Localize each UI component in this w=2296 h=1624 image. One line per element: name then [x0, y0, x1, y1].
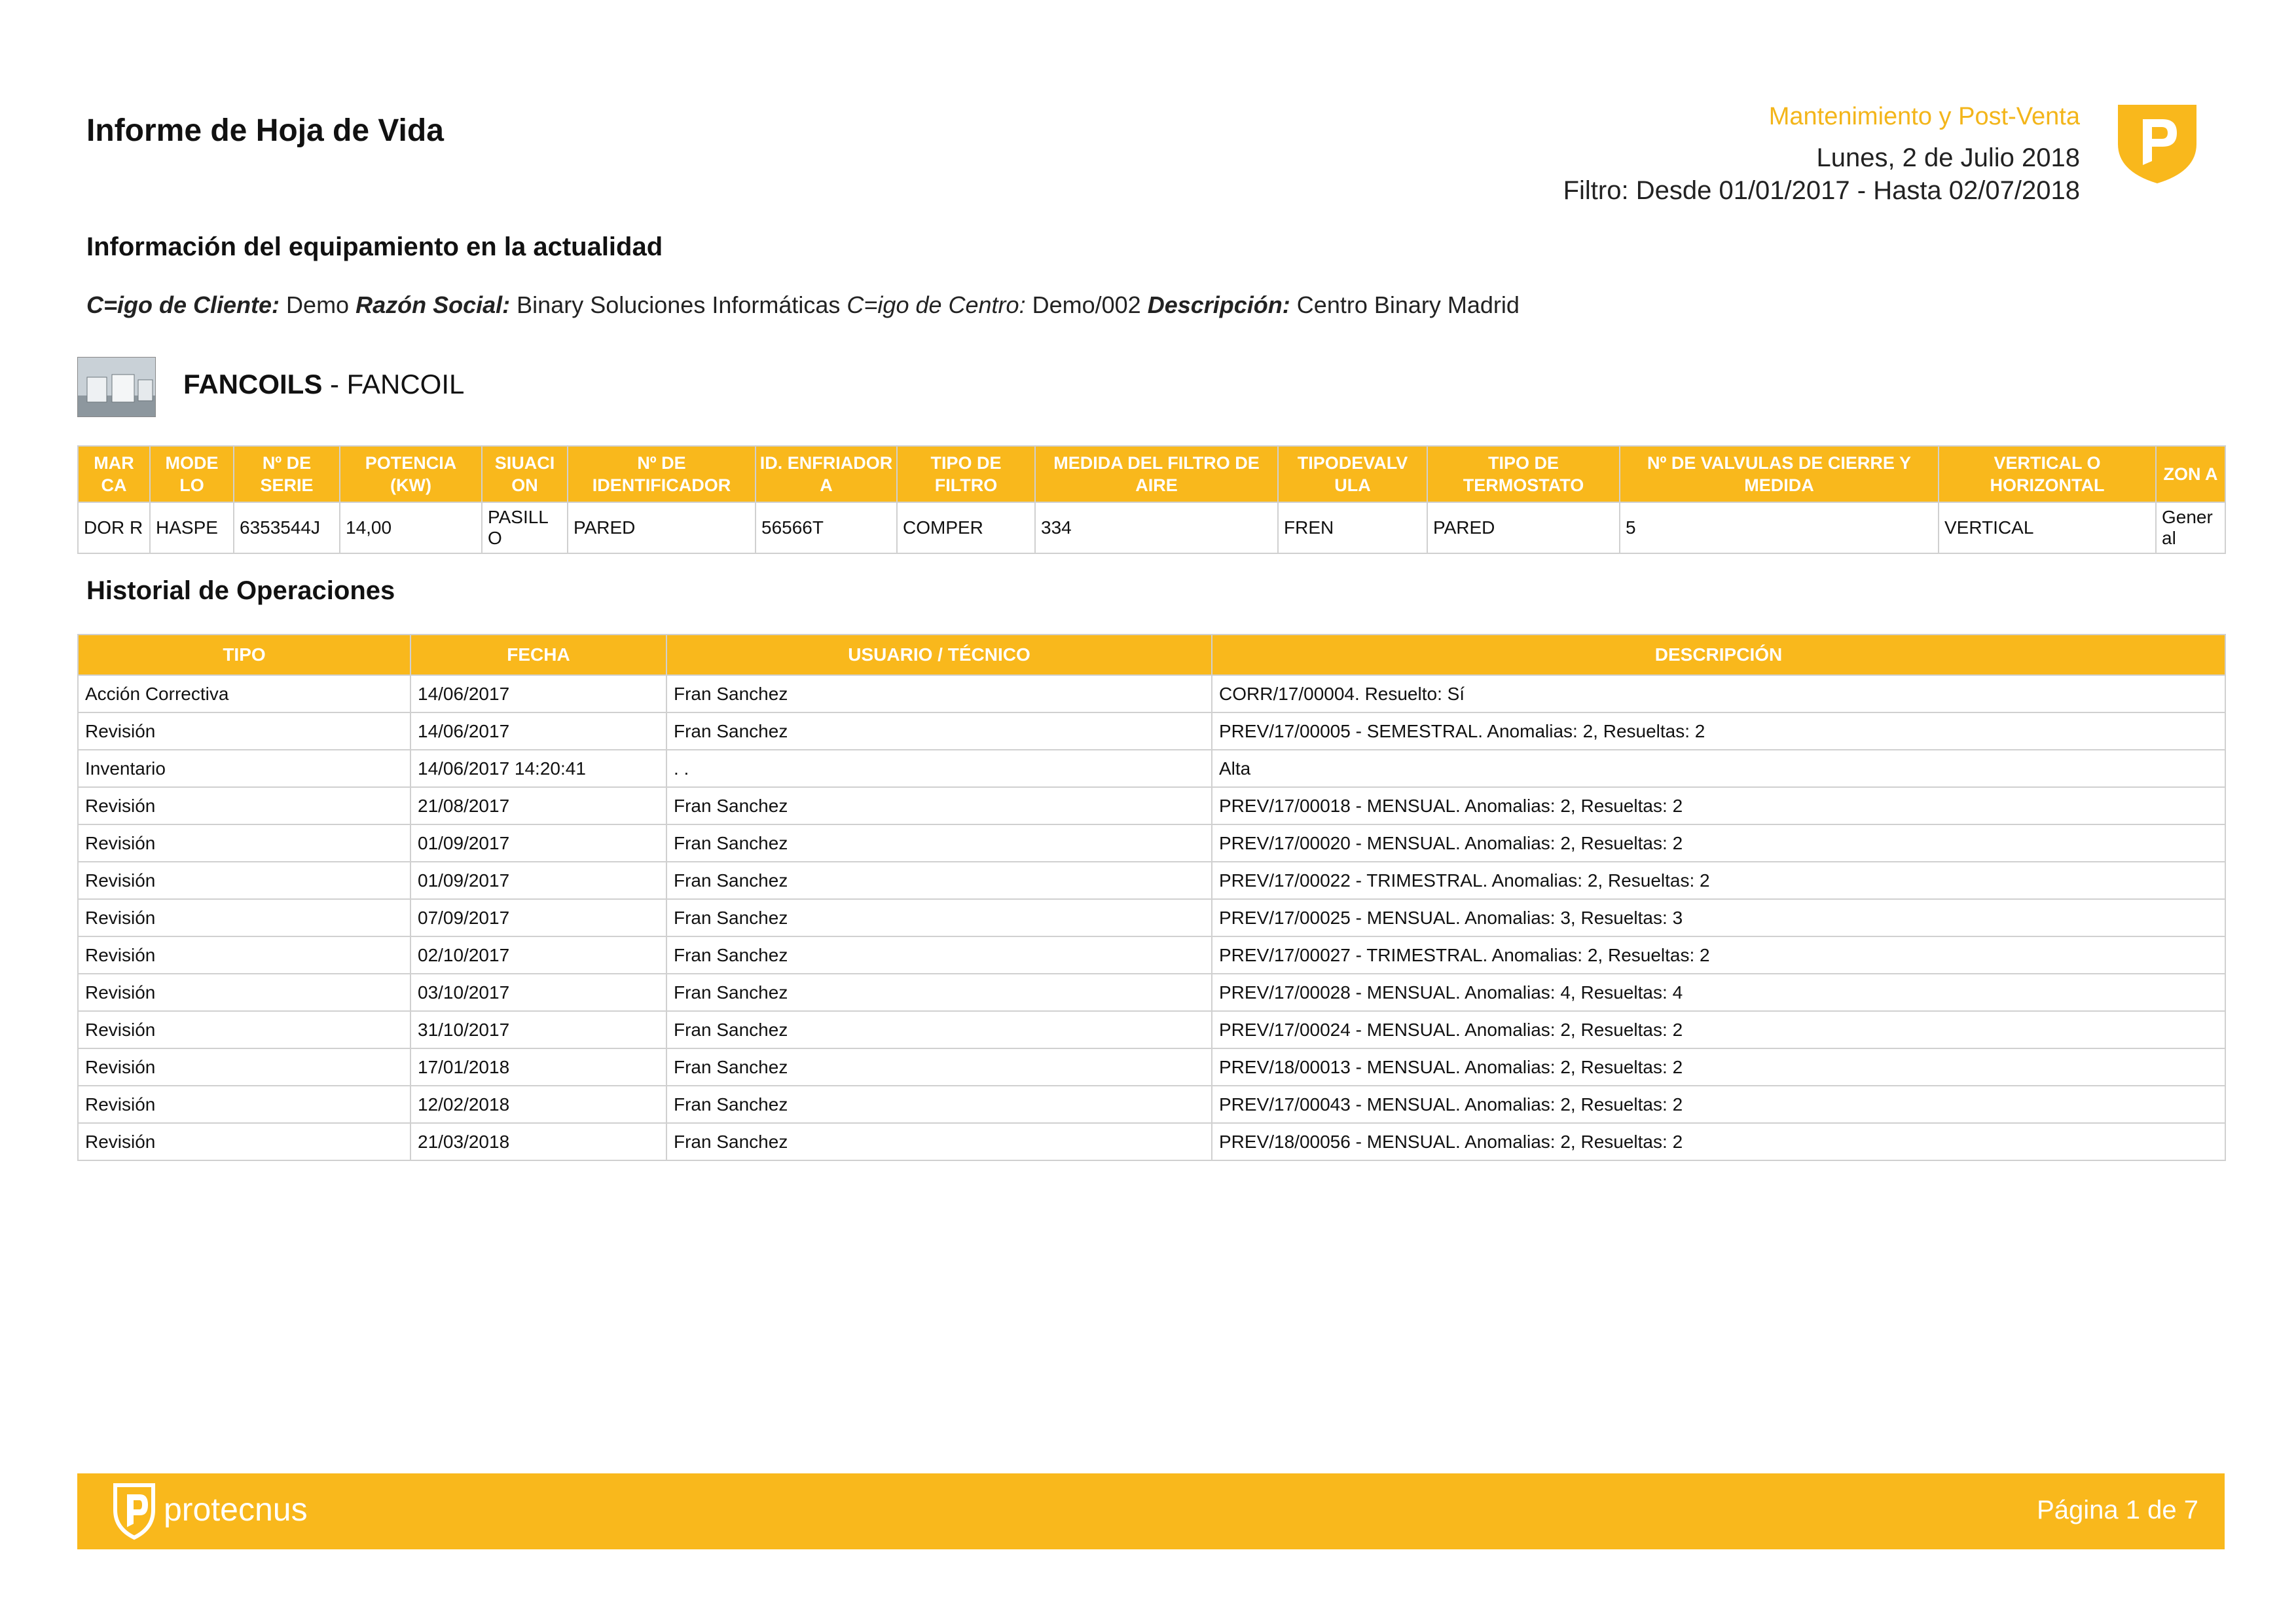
protecnus-brand-logo: [111, 1480, 386, 1543]
protecnus-logo-icon: [2111, 98, 2203, 187]
operations-header-cell: FECHA: [410, 635, 666, 675]
equipment-cell: COMPER: [897, 502, 1035, 553]
operations-cell: Revisión: [78, 936, 410, 974]
operations-cell: Fran Sanchez: [666, 712, 1212, 750]
operations-cell: 01/09/2017: [410, 862, 666, 899]
operations-cell: 21/03/2018: [410, 1123, 666, 1160]
operations-row: [78, 1086, 2225, 1123]
operations-cell: Fran Sanchez: [666, 1048, 1212, 1086]
center-code-value: Demo/002: [1032, 291, 1141, 318]
operations-cell: 14/06/2017 14:20:41: [410, 750, 666, 787]
operations-heading: Historial de Operaciones: [86, 576, 395, 605]
equipment-title: [183, 369, 464, 400]
operations-cell: PREV/18/00013 - MENSUAL. Anomalias: 2, Resueltas: 2: [1212, 1048, 2225, 1086]
operations-row: [78, 862, 2225, 899]
operations-cell: CORR/17/00004. Resuelto: Sí: [1212, 675, 2225, 712]
operations-cell: Fran Sanchez: [666, 675, 1212, 712]
company-name-value: Binary Soluciones Informáticas: [517, 291, 841, 318]
operations-cell: Revisión: [78, 1123, 410, 1160]
operations-cell: Fran Sanchez: [666, 1086, 1212, 1123]
operations-cell: 01/09/2017: [410, 824, 666, 862]
equipment-cell: Gener al: [2156, 502, 2225, 553]
operations-cell: 03/10/2017: [410, 974, 666, 1011]
operations-cell: 31/10/2017: [410, 1011, 666, 1048]
operations-cell: PREV/17/00024 - MENSUAL. Anomalias: 2, Resueltas: 2: [1212, 1011, 2225, 1048]
equipment-cell: 5: [1620, 502, 1939, 553]
operations-cell: PREV/17/00005 - SEMESTRAL. Anomalias: 2, Resueltas: 2: [1212, 712, 2225, 750]
operations-cell: Revisión: [78, 1011, 410, 1048]
operations-cell: Fran Sanchez: [666, 862, 1212, 899]
operations-cell: Fran Sanchez: [666, 974, 1212, 1011]
equipment-cell: PARED: [1427, 502, 1620, 553]
equipment-separator: -: [322, 369, 347, 399]
equipment-cell: VERTICAL: [1939, 502, 2156, 553]
equipment-header-cell: SIUACI ON: [482, 446, 568, 502]
description-value: Centro Binary Madrid: [1296, 291, 1520, 318]
report-date: Lunes, 2 de Julio 2018: [1816, 143, 2080, 172]
operations-cell: 12/02/2018: [410, 1086, 666, 1123]
equipment-cell: PARED: [568, 502, 756, 553]
operations-cell: Revisión: [78, 1048, 410, 1086]
equipment-header-cell: TIPO DE TERMOSTATO: [1427, 446, 1620, 502]
operations-cell: 14/06/2017: [410, 675, 666, 712]
operations-cell: PREV/17/00025 - MENSUAL. Anomalias: 3, Resueltas: 3: [1212, 899, 2225, 936]
operations-cell: Revisión: [78, 787, 410, 824]
company-name-label: Razón Social:: [355, 291, 511, 318]
equipment-header-cell: Nº DE SERIE: [234, 446, 340, 502]
operations-cell: Alta: [1212, 750, 2225, 787]
operations-cell: PREV/18/00056 - MENSUAL. Anomalias: 2, Resueltas: 2: [1212, 1123, 2225, 1160]
operations-cell: 02/10/2017: [410, 936, 666, 974]
operations-cell: PREV/17/00022 - TRIMESTRAL. Anomalias: 2, Resueltas: 2: [1212, 862, 2225, 899]
operations-cell: 14/06/2017: [410, 712, 666, 750]
equipment-name: FANCOILS: [183, 369, 323, 399]
company-subtitle: Mantenimiento y Post-Venta: [1768, 103, 2080, 130]
operations-cell: 07/09/2017: [410, 899, 666, 936]
equipment-header-cell: Nº DE IDENTIFICADOR: [568, 446, 756, 502]
equipment-cell: 6353544J: [234, 502, 340, 553]
equipment-header-cell: ID. ENFRIADOR A: [756, 446, 897, 502]
client-code-label: C=igo de Cliente:: [86, 291, 280, 318]
operations-cell: Fran Sanchez: [666, 899, 1212, 936]
equipment-cell: 14,00: [340, 502, 482, 553]
operations-cell: Inventario: [78, 750, 410, 787]
operations-row: [78, 1048, 2225, 1086]
equipment-cell: FREN: [1278, 502, 1427, 553]
operations-cell: Fran Sanchez: [666, 936, 1212, 974]
report-header-info: [1563, 100, 2080, 207]
client-info-line: [86, 291, 1520, 319]
page-number: Página 1 de 7: [2037, 1496, 2198, 1524]
page-footer: [77, 1473, 2225, 1549]
operations-cell: Acción Correctiva: [78, 675, 410, 712]
operations-row: [78, 712, 2225, 750]
operations-cell: Revisión: [78, 862, 410, 899]
operations-cell: Revisión: [78, 899, 410, 936]
operations-cell: . .: [666, 750, 1212, 787]
page-title: Informe de Hoja de Vida: [86, 113, 444, 148]
equipment-info-heading: Información del equipamiento en la actualidad: [86, 232, 663, 261]
operations-row: [78, 1123, 2225, 1160]
operations-row: [78, 824, 2225, 862]
equipment-header-row: [78, 446, 2225, 502]
operations-header-row: [78, 635, 2225, 675]
operations-cell: 17/01/2018: [410, 1048, 666, 1086]
equipment-header-cell: POTENCIA (KW): [340, 446, 482, 502]
operations-cell: Fran Sanchez: [666, 787, 1212, 824]
equipment-header-cell: TIPODEVALV ULA: [1278, 446, 1427, 502]
operations-row: [78, 936, 2225, 974]
operations-cell: Revisión: [78, 712, 410, 750]
client-code-value: Demo: [286, 291, 350, 318]
equipment-header-cell: Nº DE VALVULAS DE CIERRE Y MEDIDA: [1620, 446, 1939, 502]
operations-row: [78, 899, 2225, 936]
operations-header-cell: USUARIO / TÉCNICO: [666, 635, 1212, 675]
operations-cell: Fran Sanchez: [666, 1011, 1212, 1048]
operations-cell: Revisión: [78, 1086, 410, 1123]
equipment-table: [77, 445, 2226, 554]
operations-row: [78, 974, 2225, 1011]
equipment-cell: DOR R: [78, 502, 150, 553]
operations-cell: PREV/17/00027 - TRIMESTRAL. Anomalias: 2, Resueltas: 2: [1212, 936, 2225, 974]
equipment-header-cell: VERTICAL O HORIZONTAL: [1939, 446, 2156, 502]
equipment-data-row: [78, 502, 2225, 553]
operations-row: [78, 787, 2225, 824]
operations-cell: 21/08/2017: [410, 787, 666, 824]
operations-cell: Revisión: [78, 824, 410, 862]
equipment-cell: 56566T: [756, 502, 897, 553]
equipment-photo: [77, 357, 156, 417]
operations-cell: Fran Sanchez: [666, 1123, 1212, 1160]
operations-cell: PREV/17/00028 - MENSUAL. Anomalias: 4, Resueltas: 4: [1212, 974, 2225, 1011]
operations-header-cell: DESCRIPCIÓN: [1212, 635, 2225, 675]
operations-table: [77, 634, 2226, 1161]
equipment-cell: HASPE: [150, 502, 234, 553]
equipment-header-cell: TIPO DE FILTRO: [897, 446, 1035, 502]
equipment-header-cell: MEDIDA DEL FILTRO DE AIRE: [1035, 446, 1278, 502]
equipment-cell: PASILL O: [482, 502, 568, 553]
center-code-label: C=igo de Centro:: [847, 291, 1026, 318]
footer-brand-text: protecnus: [164, 1491, 308, 1528]
operations-row: [78, 1011, 2225, 1048]
operations-cell: PREV/17/00020 - MENSUAL. Anomalias: 2, Resueltas: 2: [1212, 824, 2225, 862]
operations-row: [78, 675, 2225, 712]
operations-row: [78, 750, 2225, 787]
operations-header-cell: TIPO: [78, 635, 410, 675]
equipment-header-cell: ZON A: [2156, 446, 2225, 502]
operations-cell: PREV/17/00018 - MENSUAL. Anomalias: 2, Resueltas: 2: [1212, 787, 2225, 824]
equipment-cell: 334: [1035, 502, 1278, 553]
operations-cell: Revisión: [78, 974, 410, 1011]
equipment-type: FANCOIL: [346, 369, 465, 399]
equipment-header-cell: MAR CA: [78, 446, 150, 502]
report-filter: Filtro: Desde 01/01/2017 - Hasta 02/07/2018: [1563, 176, 2080, 205]
operations-cell: Fran Sanchez: [666, 824, 1212, 862]
equipment-header-cell: MODE LO: [150, 446, 234, 502]
description-label: Descripción:: [1147, 291, 1290, 318]
operations-cell: PREV/17/00043 - MENSUAL. Anomalias: 2, Resueltas: 2: [1212, 1086, 2225, 1123]
